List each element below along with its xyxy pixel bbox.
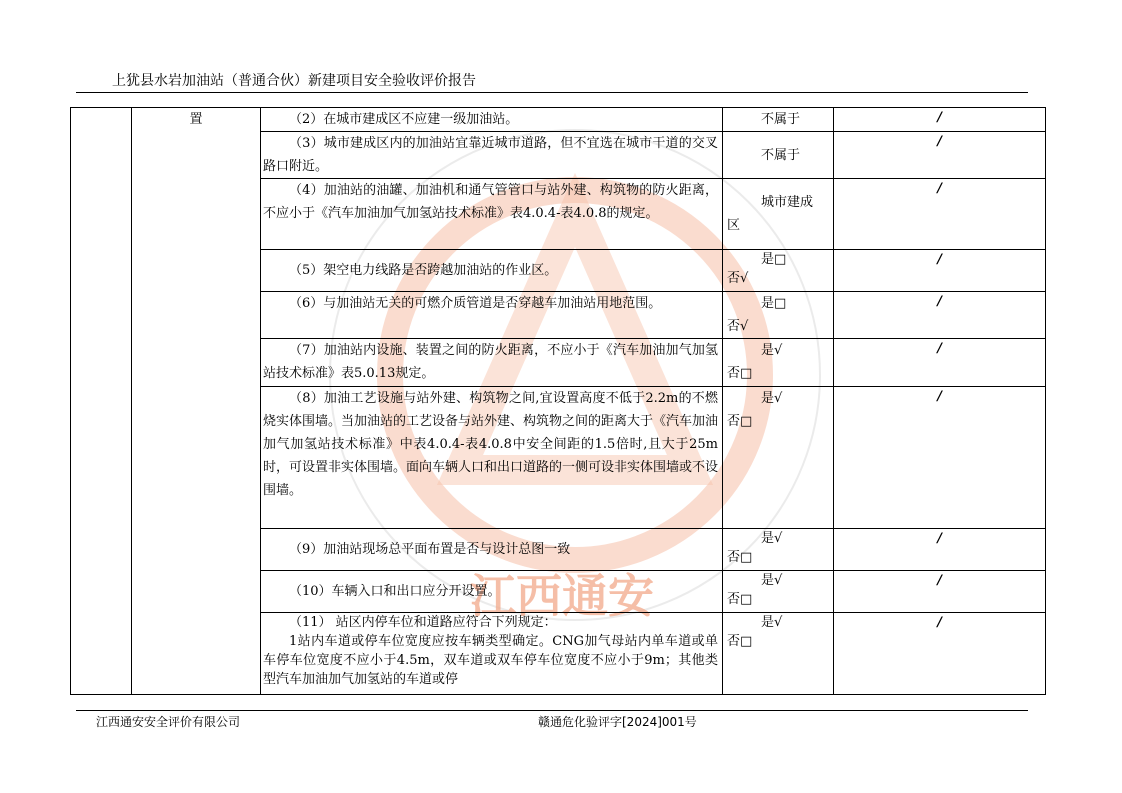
conclusion-cell: / [834,132,1046,179]
result-cell: 不属于 [723,108,834,132]
conclusion-cell: / [834,387,1046,529]
header-divider [76,92,1028,93]
conclusion-cell: / [834,108,1046,132]
footer-divider [76,710,1028,711]
conclusion-cell: / [834,179,1046,250]
category-cell [132,108,261,695]
evaluation-table [70,107,1046,695]
category-fragment: 置 [189,112,203,127]
item-cell: （7）加油站内设施、装置之间的防火距离，不应小于《汽车加油加气加氢站技术标准》表5.0.13规定。 [261,339,723,387]
result-cell: 不属于 [723,132,834,179]
table-row [71,108,1046,132]
item-cell: （2）在城市建成区不应建一级加油站。 [261,108,723,132]
item-cell: （8）加油工艺设施与站外建、构筑物之间,宜设置高度不低于2.2m的不燃烧实体围墙。当加油站的工艺设备与站外建、构筑物之间的距离大于《汽车加油加气加氢站技术标准》中表4.0.4-表4.0.8中安全间距的1.5倍时,且大于25m时，可设置非实体围墙。面向车辆人口和出口道路的一侧可设非实体围墙或不设围墙。 [261,387,723,529]
report-title: 上犹县水岩加油站（普通合伙）新建项目安全验收评价报告 [112,73,476,89]
serial-cell [71,108,132,695]
item-cell: （6）与加油站无关的可燃介质管道是否穿越车加油站用地范围。 [261,292,723,339]
item-cell: （3）城市建成区内的加油站宜靠近城市道路，但不宜选在城市干道的交叉路口附近。 [261,132,723,179]
watermark-text: 江西通安 [470,569,654,623]
conclusion-cell: / [834,292,1046,339]
result-cell: 是□ 否√ [723,250,834,292]
conclusion-cell: / [834,613,1046,695]
result-cell: 是√ 否□ [723,387,834,529]
conclusion-cell: / [834,339,1046,387]
item-cell: （4）加油站的油罐、加油机和通气管管口与站外建、构筑物的防火距离，不应小于《汽车加油加气加氢站技术标准》表4.0.4-表4.0.8的规定。 [261,179,723,250]
result-cell: 是√ 否□ [723,571,834,613]
result-cell: 是√ 否□ [723,339,834,387]
item-cell: （5）架空电力线路是否跨越加油站的作业区。 [261,250,723,292]
conclusion-cell: / [834,571,1046,613]
conclusion-cell: / [834,250,1046,292]
footer-company: 江西通安安全评价有限公司 [96,715,241,729]
result-cell: 城市建成 区 [723,179,834,250]
result-cell: 是√ 否□ [723,613,834,695]
item-cell: （9）加油站现场总平面布置是否与设计总图一致 [261,529,723,571]
conclusion-cell: / [834,529,1046,571]
item-cell: （11） 站区内停车位和道路应符合下列规定： 1站内车道或停车位宽度应按车辆类型确定。CNG加气母站内单车道或单车停车位宽度不应小于4.5m，双车道或双车停车位宽度不应小于9m；其他类型汽车加油加气加氢站的车道或停 [261,613,723,695]
item-cell: （10）车辆入口和出口应分开设置。 [261,571,723,613]
result-cell: 是□ 否√ [723,292,834,339]
footer-doc-number: 赣通危化验评字[2024]001号 [538,715,697,729]
result-cell: 是√ 否□ [723,529,834,571]
